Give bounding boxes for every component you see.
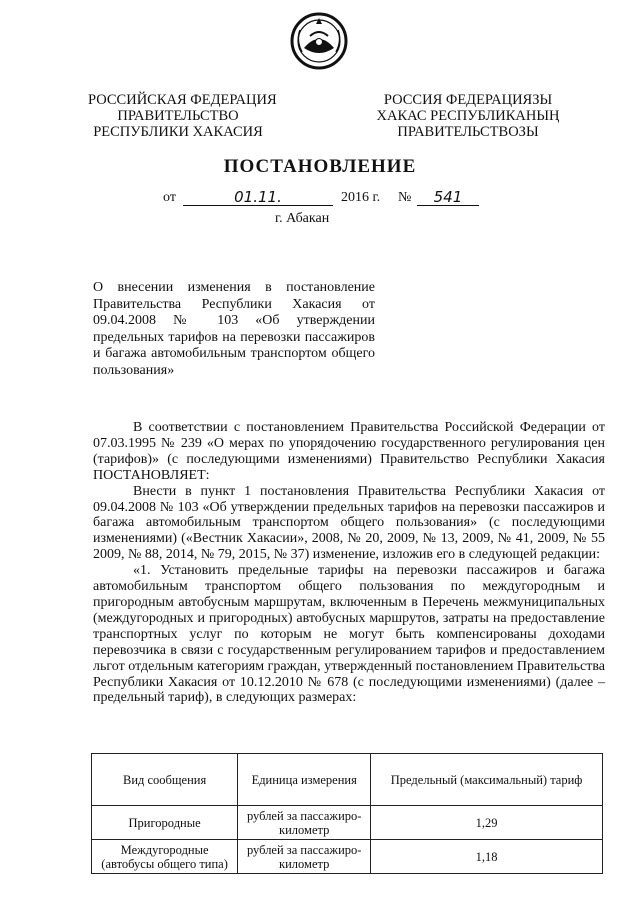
decree-subject: О внесении изменения в постановление Правительства Республики Хакасия от 09.04.2008 № 103 «Об утверждении предельных тарифов на перевозки пассажиров и багажа автомобильным транспортом общего пользования» [93, 280, 375, 378]
decree-year: 2016 г. [341, 190, 381, 205]
decree-date: 01.11. [183, 190, 333, 206]
paragraph: «1. Установить предельные тарифы на перевозки пассажиров и багажа автомобильным транспортом общего пользования по междугородным и пригородным автобусным маршрутам, включенным в Перечень межмуниципальных (междугородных и пригородных) автобусных маршрутов, затраты на предоставление транспортных услуг по которым не могут быть компенсированы доходами перевозчика в связи с государственным регулированием тарифов и предоставлением льгот отдельным категориям граждан, утвержденный постановлением Правительства Республики Хакасия от 10.12.2010 № 678 (с последующими изменениями) (далее – предельный тариф), в следующих размерах: [93, 563, 605, 706]
table-cell: рублей за пассажиро-километр [238, 840, 371, 874]
tariff-table [91, 753, 603, 874]
table-cell: Междугородные (автобусы общего типа) [92, 840, 238, 874]
header-right-line: ХАКАС РЕСПУБЛИКАНЫҢ [376, 108, 560, 124]
decree-number: 541 [417, 190, 479, 206]
header-left-line: РЕСПУБЛИКИ ХАКАСИЯ [93, 124, 263, 140]
table-header-row [92, 754, 603, 806]
paragraph: В соответствии с постановлением Правительства Российской Федерации от 07.03.1995 № 239 «О мерах по упорядочению государственного регулирования цен (тарифов)» (с последующими изменениями) Правительство Республики Хакасия ПОСТАНОВЛЯЕТ: [93, 420, 605, 483]
table-header-cell: Предельный (максимальный) тариф [371, 754, 603, 806]
table-cell: 1,29 [371, 806, 603, 840]
date-from-label: от [163, 190, 176, 205]
table-header-cell: Единица измерения [238, 754, 371, 806]
document-title: ПОСТАНОВЛЕНИЕ [223, 156, 417, 177]
header-right-line: РОССИЯ ФЕДЕРАЦИЯЗЫ [383, 92, 553, 108]
table-cell: рублей за пассажиро-километр [238, 806, 371, 840]
header-right-line: ПРАВИТЕЛЬСТВОЗЫ [397, 124, 539, 140]
header-right [368, 92, 568, 140]
table-cell: 1,18 [371, 840, 603, 874]
header-left-line: РОССИЙСКАЯ ФЕДЕРАЦИЯ [88, 92, 277, 108]
paragraph: Внести в пункт 1 постановления Правительства Республики Хакасия от 09.04.2008 № 103 «Об утверждении предельных тарифов на перевозки пассажиров и багажа автомобильным транспортом общего пользования» (с последующими изменениями) («Вестник Хакасии», 2008, № 20, 2009, № 13, 2009, № 41, 2009, № 55 2009, № 88, 2014, № 79, 2015, № 37) изменение, изложив его в следующей редакции: [93, 483, 605, 563]
header-left-line: ПРАВИТЕЛЬСТВО [117, 108, 239, 124]
city: г. Абакан [275, 211, 330, 226]
republic-emblem-icon [290, 12, 348, 70]
table-header-cell: Вид сообщения [92, 754, 238, 806]
header-left [88, 92, 277, 140]
table-cell: Пригородные [92, 806, 238, 840]
decree-body [93, 420, 605, 706]
table-row [92, 806, 603, 840]
number-label: № [398, 190, 412, 205]
table-row [92, 840, 603, 874]
